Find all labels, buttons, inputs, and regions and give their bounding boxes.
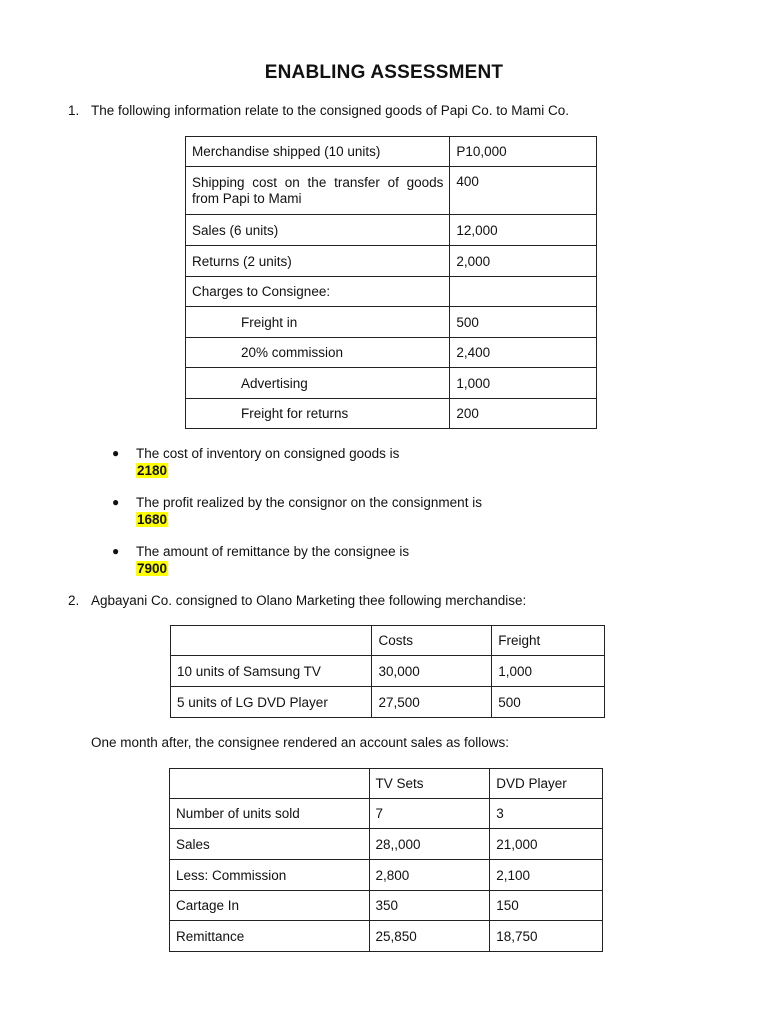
question-text: Agbayani Co. consigned to Olano Marketing thee following merchandise: — [91, 593, 527, 608]
table-cell: 28,,000 — [369, 829, 490, 860]
table-cell: 7 — [369, 799, 490, 829]
question-number: 2. — [68, 593, 80, 608]
column-header: Costs — [372, 626, 492, 656]
row-label: Returns (2 units) — [186, 246, 450, 277]
table-row — [186, 167, 597, 215]
table-cell: Remittance — [170, 921, 370, 952]
table-row — [170, 860, 603, 891]
highlighted-answer: 2180 — [137, 463, 168, 478]
bullet-text: The profit realized by the consignor on the consignment is — [136, 495, 482, 510]
table-cell: 2,800 — [369, 860, 490, 891]
question-1 — [68, 103, 708, 121]
column-header — [171, 626, 372, 656]
table-cell: Sales — [170, 829, 370, 860]
row-label: Freight for returns — [186, 399, 450, 429]
table-cell: 25,850 — [369, 921, 490, 952]
row-label: Merchandise shipped (10 units) — [186, 137, 450, 167]
row-label: Shipping cost on the transfer of goods from Papi to Mami — [186, 167, 450, 215]
bullet-icon: ● — [112, 544, 120, 558]
column-header: Freight — [492, 626, 605, 656]
row-value: P10,000 — [450, 137, 597, 167]
table-row — [186, 368, 597, 399]
table-cell: 30,000 — [372, 656, 492, 687]
table-row — [186, 137, 597, 167]
row-value: 1,000 — [450, 368, 597, 399]
table-row — [186, 307, 597, 338]
account-sales-intro: One month after, the consignee rendered an account sales as follows: — [91, 735, 510, 750]
table-row — [186, 399, 597, 429]
merchandise-table — [170, 625, 605, 718]
row-label: Advertising — [186, 368, 450, 399]
table-header-row — [170, 769, 603, 799]
row-value: 2,000 — [450, 246, 597, 277]
table-row — [171, 687, 605, 718]
table-row — [170, 891, 603, 921]
question-text: The following information relate to the consigned goods of Papi Co. to Mami Co. — [91, 103, 570, 118]
account-sales-table — [169, 768, 603, 952]
row-value: 200 — [450, 399, 597, 429]
bullet-text: The cost of inventory on consigned goods is — [136, 446, 400, 461]
table-row — [171, 656, 605, 687]
row-value: 400 — [450, 167, 597, 215]
table-cell: 27,500 — [372, 687, 492, 718]
row-value: 12,000 — [450, 215, 597, 246]
table-row — [170, 829, 603, 860]
bullet-text: The amount of remittance by the consignee is — [136, 544, 410, 559]
table-row — [170, 799, 603, 829]
question-number: 1. — [68, 103, 80, 118]
bullet-icon: ● — [112, 495, 120, 509]
table-cell: Number of units sold — [170, 799, 370, 829]
table-cell: Cartage In — [170, 891, 370, 921]
table-cell: 3 — [490, 799, 603, 829]
table-row — [186, 338, 597, 368]
bullet-icon: ● — [112, 446, 120, 460]
column-header: TV Sets — [369, 769, 490, 799]
column-header: DVD Player — [490, 769, 603, 799]
table-cell: 2,100 — [490, 860, 603, 891]
table-row — [170, 921, 603, 952]
table-row — [186, 246, 597, 277]
page-title: ENABLING ASSESSMENT — [264, 62, 504, 83]
table-row — [186, 277, 597, 307]
row-label: Sales (6 units) — [186, 215, 450, 246]
row-value: 2,400 — [450, 338, 597, 368]
table-cell: 500 — [492, 687, 605, 718]
row-value — [450, 277, 597, 307]
question-2 — [68, 593, 708, 611]
highlighted-answer: 7900 — [137, 561, 168, 576]
row-label: 20% commission — [186, 338, 450, 368]
consignment-info-table — [185, 136, 597, 429]
table-cell: 10 units of Samsung TV — [171, 656, 372, 687]
row-label: Freight in — [186, 307, 450, 338]
table-cell: 1,000 — [492, 656, 605, 687]
table-cell: 5 units of LG DVD Player — [171, 687, 372, 718]
highlighted-answer: 1680 — [137, 512, 168, 527]
table-cell: Less: Commission — [170, 860, 370, 891]
table-cell: 18,750 — [490, 921, 603, 952]
table-row — [186, 215, 597, 246]
table-cell: 150 — [490, 891, 603, 921]
row-label: Charges to Consignee: — [186, 277, 450, 307]
table-cell: 21,000 — [490, 829, 603, 860]
column-header — [170, 769, 370, 799]
row-value: 500 — [450, 307, 597, 338]
table-cell: 350 — [369, 891, 490, 921]
table-header-row — [171, 626, 605, 656]
